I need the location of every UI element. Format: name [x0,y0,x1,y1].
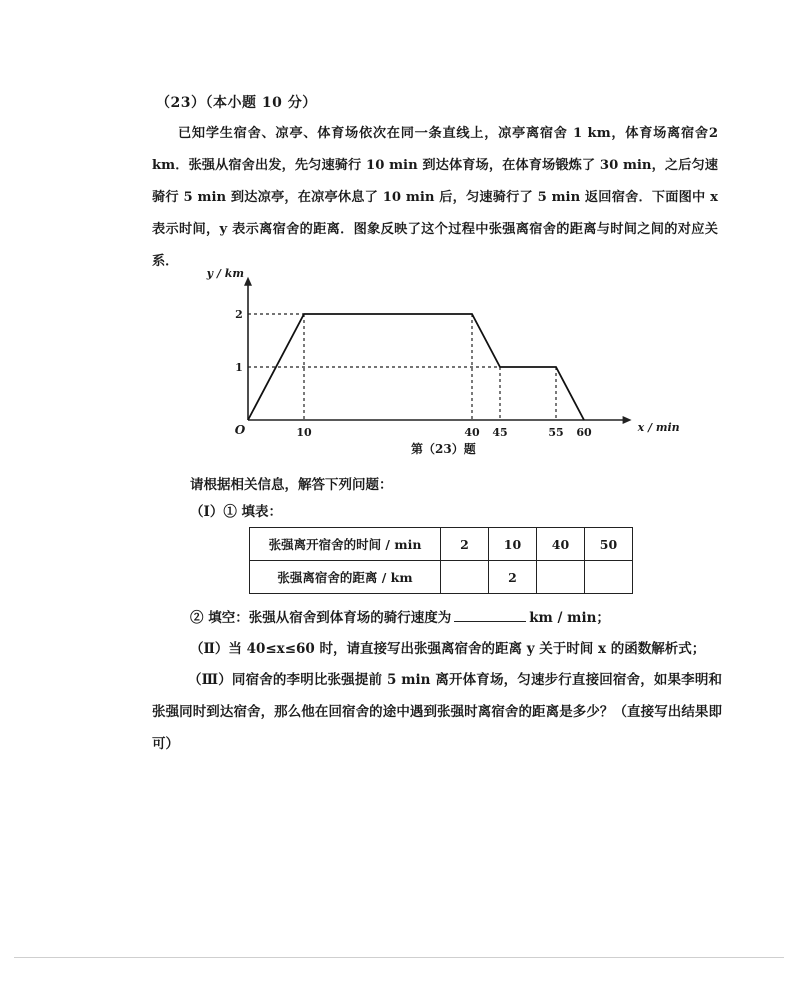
fill-blank-line [190,606,610,626]
table-row-header: 张强离宿舍的距离 / km [250,561,441,594]
table-cell: 40 [537,528,585,561]
origin-label: O [234,423,246,437]
instructions: 请根据相关信息，解答下列问题： [190,477,393,493]
x-axis-label: x / min [637,421,680,434]
question-header: （23）（本小题 10 分） [156,95,317,111]
part2-question: （Ⅱ）当 40≤x≤60 时，请直接写出张强离宿舍的距离 y 关于时间 x 的函数解析式； [190,641,706,657]
table-cell: 2 [489,561,537,594]
table-row-header: 张强离开宿舍的时间 / min [250,528,441,561]
figure-caption: 第（23）题 [411,442,476,456]
y-axis-label: y / km [206,266,244,280]
table-row [250,528,633,561]
fill-blank-suffix: km / min； [529,610,610,626]
part1-label: （Ⅰ）① 填表： [190,504,283,520]
fill-in-table [249,527,633,594]
table-cell: 50 [585,528,633,561]
x-tick-label: 55 [548,426,564,439]
table-cell: 2 [441,528,489,561]
x-tick-label: 60 [576,426,592,439]
table-cell-blank[interactable] [585,561,633,594]
page-divider [14,957,784,958]
paragraph-line: 之间的对应关系． [152,222,718,269]
distance-time-graph [0,0,798,460]
x-tick-label: 40 [464,426,480,439]
x-tick-label: 45 [492,426,508,439]
y-tick-label: 2 [235,308,243,321]
table-cell: 10 [489,528,537,561]
fill-blank-prefix: ② 填空：张强从宿舍到体育场的骑行速度为 [190,610,452,626]
x-tick-label: 10 [296,426,312,439]
y-axis-arrow [244,277,252,286]
paragraph-line: 图中 x 表示时间，y 表示离宿舍的距离．图象反映了这个过程中张强离宿舍的距离与时间 [152,190,718,237]
x-axis-arrow [623,416,632,424]
answer-blank[interactable] [454,607,526,622]
table-cell-blank[interactable] [537,561,585,594]
paragraph-line: 匀速骑行 5 min 到达凉亭，在凉亭休息了 10 min 后，匀速骑行了 5 min 返回宿舍．下面 [152,158,718,205]
table-row [250,561,633,594]
table-cell-blank[interactable] [441,561,489,594]
part3-question: （Ⅲ）同宿舍的李明比张强提前 5 min 离开体育场，匀速步行直接回宿舍，如果李明和张强同时到达宿舍，那么他在回宿舍的途中遇到张强时离宿舍的距离是多少？（直接写出结果即可） [152,672,722,752]
paragraph-line: 已知学生宿舍、凉亭、体育场依次在同一条直线上，凉亭离宿舍 1 km，体育场离宿舍 [178,126,709,141]
paragraph-line: 2 km．张强从宿舍出发，先匀速骑行 10 min 到达体育场，在体育场锻炼了 30 min，之后 [152,126,718,173]
y-tick-label: 1 [235,361,243,374]
